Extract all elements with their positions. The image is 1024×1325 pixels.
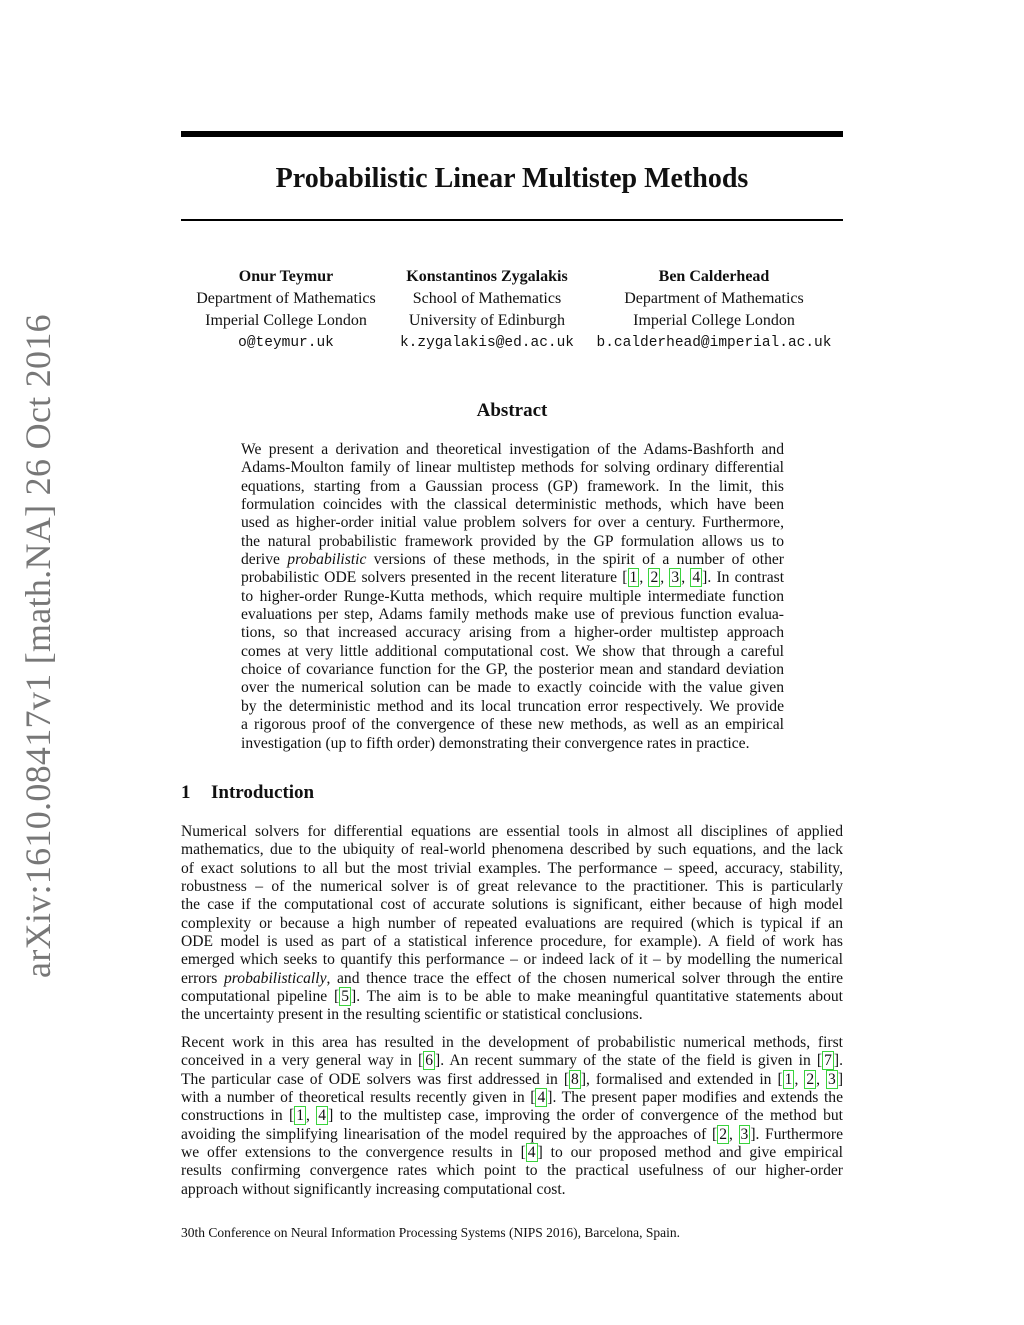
- text-line: we offer extensions to the convergence results in [ 4 ] to our proposed method and give empirical: [181, 1144, 843, 1162]
- citation-link[interactable]: 2: [806, 1070, 815, 1088]
- citation-link[interactable]: 4: [318, 1107, 327, 1125]
- conference-footnote: 30th Conference on Neural Information Processing Systems (NIPS 2016), Barcelona, Spain.: [181, 1225, 681, 1240]
- citation-link[interactable]: 1: [629, 569, 638, 587]
- citation-link[interactable]: 4: [527, 1144, 536, 1162]
- author-block-3: [594, 266, 834, 354]
- text-line: derive probabilistic versions of these methods, in the spirit of a number of other: [241, 551, 784, 569]
- citation-link[interactable]: 8: [571, 1070, 579, 1088]
- text-line: the uncertainty present in the resulting scientific or statistical conclusions.: [181, 1006, 643, 1024]
- text-line: results confirming convergence rates which point to the practical usefulness of our higher-order: [181, 1162, 843, 1180]
- text-line: used as higher-order initial value problem solvers for over a century. Furthermore,: [241, 514, 784, 532]
- text-line: approach without significantly increasing computational cost.: [181, 1180, 566, 1198]
- text-line: robustness – of the numerical solver is of great relevance to the practitioner. This is particularly: [181, 878, 843, 896]
- text-line: Adams-Moulton family of linear multistep methods for solving ordinary differential: [241, 459, 784, 477]
- author-institution: Imperial College London: [633, 312, 795, 329]
- intro-paragraph-1: [181, 823, 843, 1025]
- author-email[interactable]: o@teymur.uk: [238, 335, 334, 351]
- abstract-heading: Abstract: [476, 400, 548, 421]
- text-line: to higher-order Runge-Kutta methods, which require multiple intermediate function: [241, 587, 784, 605]
- text-line: over the numerical solution can be made to exactly coincide with the value given: [241, 679, 784, 697]
- author-block-1: [181, 266, 391, 354]
- citation-link[interactable]: 3: [671, 569, 680, 587]
- text-line: errors probabilistically, and thence trace the effect of the chosen numerical solver through the entire: [181, 969, 843, 987]
- author-department: Department of Mathematics: [196, 290, 376, 307]
- author-institution: Imperial College London: [205, 312, 367, 329]
- citation-link[interactable]: 4: [537, 1089, 546, 1107]
- text-line: ODE model is used as part of a statistical inference procedure, for example). A field of work has: [181, 933, 843, 951]
- text-line: formulation coincides with the classical deterministic methods, which have been: [241, 496, 784, 514]
- citation-link[interactable]: 5: [341, 988, 349, 1006]
- citation-link[interactable]: 4: [692, 569, 701, 587]
- text-line: We present a derivation and theoretical investigation of the Adams-Bashforth and: [241, 441, 784, 458]
- citation-link[interactable]: 1: [296, 1107, 304, 1125]
- text-line: evaluations per step, Adams family methods make use of previous function evalua-: [241, 606, 784, 624]
- text-line: conceived in a very general way in [ 6 ]. An recent summary of the state of the field is given in [ 7 ].: [181, 1052, 843, 1070]
- text-line: probabilistic ODE solvers presented in the recent literature [ 1 , 2 , 3 , 4 ]. In contrast: [241, 569, 785, 587]
- citation-link[interactable]: 6: [425, 1052, 434, 1070]
- author-name: Konstantinos Zygalakis: [406, 268, 568, 285]
- citation-link[interactable]: 3: [740, 1125, 749, 1143]
- text-line: investigation (up to fifth order) demonstrating their convergence rates in practice.: [241, 734, 750, 752]
- abstract-body: [241, 441, 784, 753]
- text-line: complexity or because a high number of repeated evaluations are required (which is typical if an: [181, 914, 843, 932]
- text-line: choice of covariance function for the GP, the posterior mean and standard deviation: [241, 661, 784, 679]
- text-line: comes at very little additional computational cost. We show that through a careful: [241, 642, 784, 660]
- text-line: computational pipeline [ 5 ]. The aim is to be able to make meaningful quantitative statements about: [181, 988, 844, 1006]
- author-email[interactable]: k.zygalakis@ed.ac.uk: [399, 335, 575, 351]
- text-line: with a number of theoretical results recently given in [ 4 ]. The present paper modifies and extends the: [181, 1089, 843, 1107]
- text-line: a rigorous proof of the convergence of these new methods, as well as an empirical: [241, 716, 784, 734]
- title-rule: [181, 219, 843, 221]
- citation-link[interactable]: 7: [824, 1052, 832, 1070]
- section-heading-introduction: [181, 782, 314, 804]
- citation-link[interactable]: 3: [828, 1070, 836, 1088]
- text-line: avoiding the simplifying linearisation of the model required by the approaches of [ 2 , 3 ]. Furthermore: [181, 1125, 844, 1143]
- author-name: Onur Teymur: [238, 268, 334, 285]
- text-line: Numerical solvers for differential equations are essential tools in almost all disciplines of applied: [181, 823, 843, 840]
- text-line: by the deterministic method and its local truncation error respectively. We provide: [241, 697, 784, 715]
- citation-link[interactable]: 2: [650, 569, 659, 587]
- text-line: constructions in [ 1 , 4 ] to the multistep case, improving the order of convergence of the method but: [181, 1107, 844, 1125]
- text-line: equations, starting from a Gaussian process (GP) framework. In the limit, this: [241, 477, 784, 495]
- author-name: Ben Calderhead: [658, 268, 770, 285]
- text-line: Recent work in this area has resulted in the development of probabilistic numerical methods, first: [181, 1034, 843, 1051]
- author-institution: University of Edinburgh: [408, 312, 566, 329]
- author-department: School of Mathematics: [412, 290, 562, 307]
- text-line: The particular case of ODE solvers was first addressed in [ 8 ], formalised and extended in [ 1 , 2 , 3 ]: [181, 1070, 844, 1088]
- text-line: mathematics, due to the ubiquity of real-world phenomena described by such equations, and the lack: [181, 841, 843, 859]
- text-line: emerged which seeks to quantify this performance – or indeed lack of it – by modelling the numerical: [181, 951, 843, 969]
- text-line: the case if the computational cost of accurate solutions is significant, either because of high model: [181, 896, 843, 914]
- author-block-2: [392, 266, 582, 354]
- text-line: tions, so that increased accuracy arising from a higher-order multistep approach: [241, 624, 784, 642]
- paper-title: Probabilistic Linear Multistep Methods: [275, 163, 749, 194]
- intro-paragraph-2: [181, 1034, 843, 1199]
- text-line: of exact solutions to all but the most trivial examples. The performance – speed, accuracy, stability,: [181, 859, 843, 877]
- text-line: the natural probabilistic framework provided by the GP formulation allows us to: [241, 532, 784, 550]
- author-department: Department of Mathematics: [624, 290, 804, 307]
- citation-link[interactable]: 2: [719, 1125, 727, 1143]
- section-number: 1: [181, 782, 191, 803]
- section-title: Introduction: [211, 782, 315, 803]
- author-email[interactable]: b.calderhead@imperial.ac.uk: [596, 335, 832, 351]
- citation-link[interactable]: 1: [784, 1070, 793, 1088]
- top-rule: [181, 131, 843, 137]
